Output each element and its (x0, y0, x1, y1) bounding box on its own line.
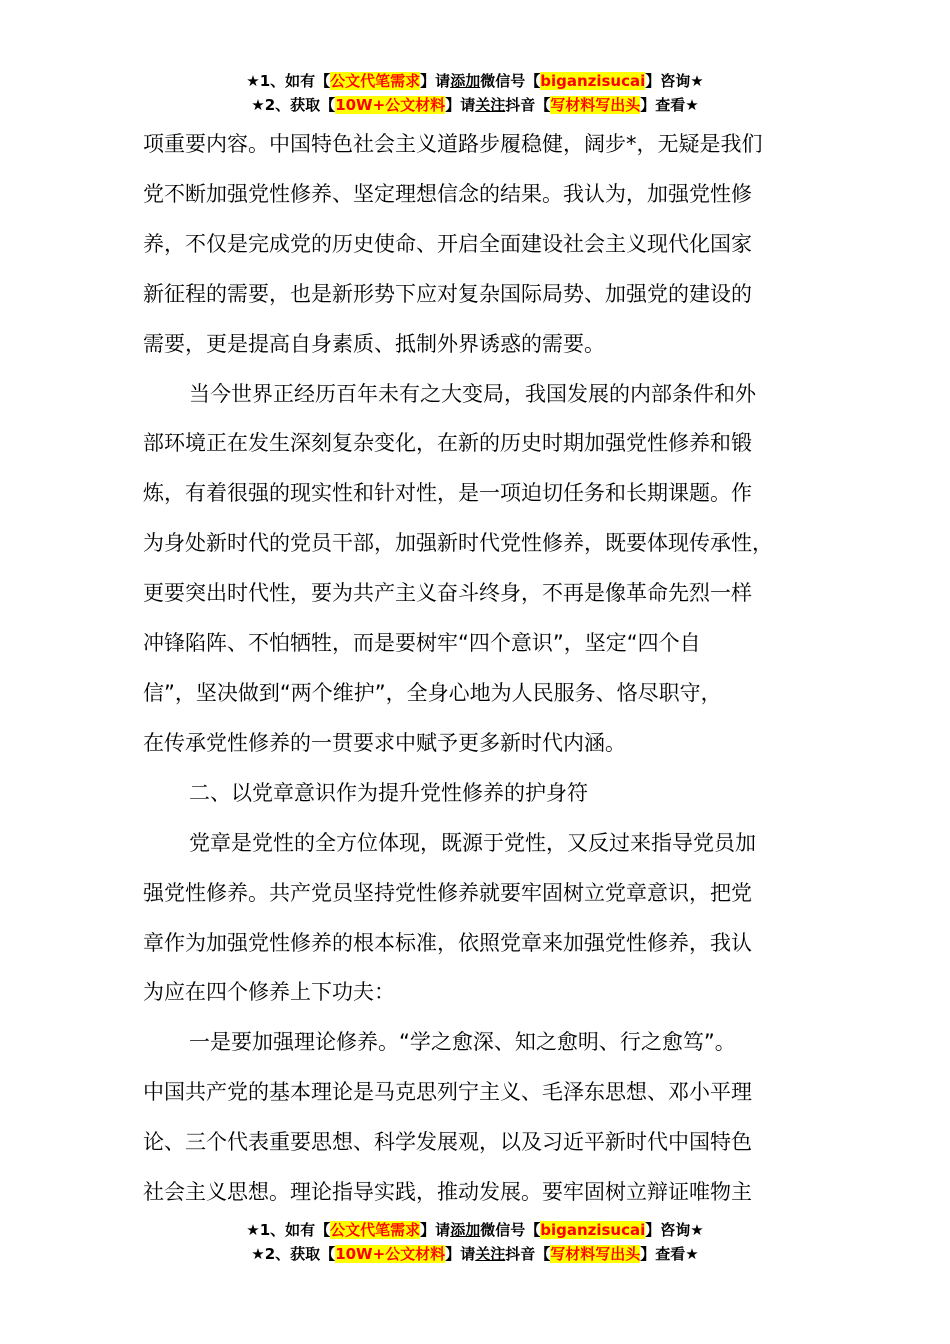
text-line: 为应在四个修养上下功夫： (143, 980, 395, 1005)
banner-line-1 (0, 69, 950, 93)
banner-underlined-text: 关注 (475, 1245, 506, 1263)
footer-banner (0, 1218, 950, 1266)
banner-text: 】请 (445, 1245, 476, 1263)
text-line: 当今世界正经历百年未有之大变局，我国发展的内部条件和外 (189, 381, 756, 406)
text-line: 一是要加强理论修养。“学之愈深、知之愈明、行之愈笃”。 (189, 1030, 736, 1055)
banner-text: ★2、获取【 (251, 1245, 336, 1263)
banner-line-2 (0, 1242, 950, 1266)
text-line: 冲锋陷阵、不怕牺牲，而是要树牢“四个意识”，坚定“四个自 (143, 631, 701, 656)
banner-line-2 (0, 93, 950, 117)
text-line: 党不断加强党性修养、坚定理想信念的结果。我认为，加强党性修 (143, 181, 752, 206)
banner-text: 】查看★ (640, 1245, 699, 1263)
banner-text: 】请 (445, 96, 476, 114)
text-line: 部环境正在发生深刻复杂变化，在新的历史时期加强党性修养和锻 (143, 431, 752, 456)
text-line: 论、三个代表重要思想、科学发展观，以及习近平新时代中国特色 (143, 1130, 752, 1155)
banner-text: 抖音【 (505, 1245, 551, 1263)
banner-line-1 (0, 1218, 950, 1242)
section-heading: 二、以党章意识作为提升党性修养的护身符 (189, 780, 588, 805)
text-line: 项重要内容。中国特色社会主义道路步履稳健，阔步*，无疑是我们 (143, 132, 763, 156)
banner-highlight: 公文代笔需求 (330, 72, 421, 90)
banner-text: 抖音【 (505, 96, 551, 114)
banner-highlight: 10W+公文材料 (335, 96, 446, 114)
banner-underlined-text: 添加 (450, 1221, 481, 1239)
banner-text: 微信号【 (480, 72, 541, 90)
text-line: 社会主义思想。理论指导实践，推动发展。要牢固树立辩证唯物主 (143, 1180, 752, 1205)
banner-text: 微信号【 (480, 1221, 541, 1239)
banner-highlight: 写材料写出头 (550, 96, 641, 114)
header-banner (0, 69, 950, 117)
text-line: 炼，有着很强的现实性和针对性，是一项迫切任务和长期课题。作 (143, 481, 752, 506)
banner-text: 】查看★ (640, 96, 699, 114)
text-line: 需要，更是提高自身素质、抵制外界诱惑的需要。 (143, 331, 605, 356)
text-line: 新征程的需要，也是新形势下应对复杂国际局势、加强党的建设的 (143, 281, 752, 306)
banner-highlight: 公文代笔需求 (330, 1221, 421, 1239)
banner-text: ★1、如有【 (246, 1221, 331, 1239)
text-line: 党章是党性的全方位体现，既源于党性，又反过来指导党员加 (189, 830, 756, 855)
text-line: 在传承党性修养的一贯要求中赋予更多新时代内涵。 (143, 730, 626, 755)
text-line: 养，不仅是完成党的历史使命、开启全面建设社会主义现代化国家 (143, 231, 752, 256)
text-line: 强党性修养。共产党员坚持党性修养就要牢固树立党章意识，把党 (143, 880, 752, 905)
banner-text: 】咨询★ (645, 1221, 704, 1239)
document-body (143, 120, 833, 1218)
banner-underlined-text: 关注 (475, 96, 506, 114)
banner-text: 】请 (420, 72, 451, 90)
banner-text: 】咨询★ (645, 72, 704, 90)
text-line: 章作为加强党性修养的根本标准，依照党章来加强党性修养，我认 (143, 930, 752, 955)
banner-text: ★1、如有【 (246, 72, 331, 90)
banner-underlined-text: 添加 (450, 72, 481, 90)
banner-highlight: biganzisucai (540, 72, 646, 90)
banner-text: 】请 (420, 1221, 451, 1239)
banner-highlight: biganzisucai (540, 1221, 646, 1239)
banner-text: ★2、获取【 (251, 96, 336, 114)
text-line: 信”，坚决做到“两个维护”，全身心地为人民服务、恪尽职守， (143, 680, 722, 705)
text-line: 更要突出时代性，要为共产主义奋斗终身，不再是像革命先烈一样 (143, 581, 752, 606)
banner-highlight: 10W+公文材料 (335, 1245, 446, 1263)
text-line: 为身处新时代的党员干部，加强新时代党性修养，既要体现传承性， (143, 531, 773, 556)
text-line: 中国共产党的基本理论是马克思列宁主义、毛泽东思想、邓小平理 (143, 1080, 752, 1105)
banner-highlight: 写材料写出头 (550, 1245, 641, 1263)
